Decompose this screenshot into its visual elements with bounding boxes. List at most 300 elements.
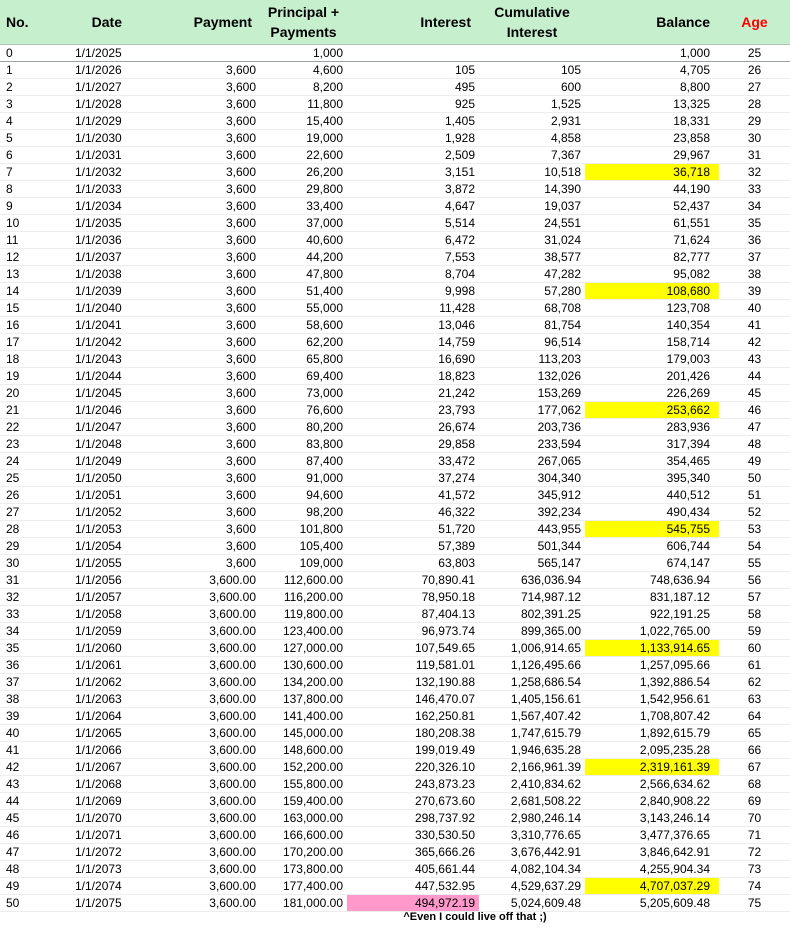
cell-payment: 3,600 bbox=[130, 146, 260, 163]
cell-date: 1/1/2028 bbox=[44, 95, 130, 112]
cell-interest: 1,405 bbox=[347, 112, 479, 129]
table-body bbox=[0, 44, 790, 911]
cell-principal-payments: 80,200 bbox=[260, 418, 347, 435]
cell-balance: 922,191.25 bbox=[585, 605, 719, 622]
cell-payment: 3,600 bbox=[130, 163, 260, 180]
cell-age: 41 bbox=[719, 316, 790, 333]
cell-payment: 3,600 bbox=[130, 231, 260, 248]
cell-balance: 253,662 bbox=[585, 401, 719, 418]
table-row bbox=[0, 214, 790, 231]
cell-cumulative-interest: 7,367 bbox=[479, 146, 585, 163]
cell-cumulative-interest: 31,024 bbox=[479, 231, 585, 248]
cell-balance: 2,095,235.28 bbox=[585, 741, 719, 758]
cell-date: 1/1/2050 bbox=[44, 469, 130, 486]
cell-principal-payments: 101,800 bbox=[260, 520, 347, 537]
cell-interest: 37,274 bbox=[347, 469, 479, 486]
cell-balance: 2,566,634.62 bbox=[585, 775, 719, 792]
cell-no: 34 bbox=[0, 622, 44, 639]
cell-interest: 11,428 bbox=[347, 299, 479, 316]
cell-age: 65 bbox=[719, 724, 790, 741]
cell-payment: 3,600 bbox=[130, 197, 260, 214]
cell-date: 1/1/2057 bbox=[44, 588, 130, 605]
cell-balance: 440,512 bbox=[585, 486, 719, 503]
cell-principal-payments: 109,000 bbox=[260, 554, 347, 571]
cell-age: 74 bbox=[719, 877, 790, 894]
cell-cumulative-interest: 1,258,686.54 bbox=[479, 673, 585, 690]
cell-no: 41 bbox=[0, 741, 44, 758]
table-header bbox=[0, 0, 790, 44]
cell-payment: 3,600 bbox=[130, 503, 260, 520]
table-row bbox=[0, 333, 790, 350]
cell-no: 18 bbox=[0, 350, 44, 367]
cell-balance: 545,755 bbox=[585, 520, 719, 537]
cell-age: 73 bbox=[719, 860, 790, 877]
cell-interest: 146,470.07 bbox=[347, 690, 479, 707]
cell-interest: 4,647 bbox=[347, 197, 479, 214]
cell-interest: 21,242 bbox=[347, 384, 479, 401]
cell-age: 67 bbox=[719, 758, 790, 775]
cell-payment: 3,600 bbox=[130, 61, 260, 78]
table-row bbox=[0, 673, 790, 690]
cell-payment: 3,600 bbox=[130, 299, 260, 316]
cell-payment: 3,600.00 bbox=[130, 605, 260, 622]
cell-payment: 3,600 bbox=[130, 333, 260, 350]
cell-payment: 3,600 bbox=[130, 214, 260, 231]
cell-no: 24 bbox=[0, 452, 44, 469]
cell-no: 11 bbox=[0, 231, 44, 248]
cell-interest: 199,019.49 bbox=[347, 741, 479, 758]
cell-date: 1/1/2029 bbox=[44, 112, 130, 129]
cell-age: 70 bbox=[719, 809, 790, 826]
table-row bbox=[0, 350, 790, 367]
cell-no: 29 bbox=[0, 537, 44, 554]
cell-payment: 3,600.00 bbox=[130, 758, 260, 775]
cell-principal-payments: 73,000 bbox=[260, 384, 347, 401]
cell-payment: 3,600 bbox=[130, 469, 260, 486]
cell-no: 32 bbox=[0, 588, 44, 605]
table-row bbox=[0, 843, 790, 860]
cell-cumulative-interest: 10,518 bbox=[479, 163, 585, 180]
cell-principal-payments: 137,800.00 bbox=[260, 690, 347, 707]
cell-payment: 3,600 bbox=[130, 112, 260, 129]
cell-age: 46 bbox=[719, 401, 790, 418]
table-row bbox=[0, 44, 790, 61]
cell-balance: 1,542,956.61 bbox=[585, 690, 719, 707]
cell-principal-payments: 98,200 bbox=[260, 503, 347, 520]
table-row bbox=[0, 112, 790, 129]
cell-balance: 23,858 bbox=[585, 129, 719, 146]
cell-date: 1/1/2039 bbox=[44, 282, 130, 299]
cell-balance: 317,394 bbox=[585, 435, 719, 452]
cell-no: 37 bbox=[0, 673, 44, 690]
cell-payment: 3,600.00 bbox=[130, 792, 260, 809]
cell-no: 15 bbox=[0, 299, 44, 316]
cell-balance: 1,257,095.66 bbox=[585, 656, 719, 673]
table-row bbox=[0, 775, 790, 792]
cell-cumulative-interest: 1,126,495.66 bbox=[479, 656, 585, 673]
cell-payment: 3,600.00 bbox=[130, 707, 260, 724]
cell-balance: 61,551 bbox=[585, 214, 719, 231]
header-payment: Payment bbox=[130, 0, 260, 44]
cell-age: 42 bbox=[719, 333, 790, 350]
table-row bbox=[0, 299, 790, 316]
cell-no: 0 bbox=[0, 44, 44, 61]
cell-age: 25 bbox=[719, 44, 790, 61]
table-row bbox=[0, 520, 790, 537]
cell-date: 1/1/2035 bbox=[44, 214, 130, 231]
cell-cumulative-interest: 2,681,508.22 bbox=[479, 792, 585, 809]
cell-payment: 3,600.00 bbox=[130, 877, 260, 894]
cell-cumulative-interest: 1,567,407.42 bbox=[479, 707, 585, 724]
cell-no: 20 bbox=[0, 384, 44, 401]
cell-age: 52 bbox=[719, 503, 790, 520]
table-row bbox=[0, 435, 790, 452]
cell-interest: 180,208.38 bbox=[347, 724, 479, 741]
cell-date: 1/1/2049 bbox=[44, 452, 130, 469]
cell-balance: 36,718 bbox=[585, 163, 719, 180]
cell-age: 75 bbox=[719, 894, 790, 911]
header-age: Age bbox=[719, 0, 790, 44]
cell-age: 49 bbox=[719, 452, 790, 469]
cell-no: 50 bbox=[0, 894, 44, 911]
cell-interest: 243,873.23 bbox=[347, 775, 479, 792]
cell-date: 1/1/2045 bbox=[44, 384, 130, 401]
cell-principal-payments: 134,200.00 bbox=[260, 673, 347, 690]
cell-payment: 3,600.00 bbox=[130, 690, 260, 707]
cell-cumulative-interest: 19,037 bbox=[479, 197, 585, 214]
cell-age: 27 bbox=[719, 78, 790, 95]
cell-age: 53 bbox=[719, 520, 790, 537]
cell-principal-payments: 19,000 bbox=[260, 129, 347, 146]
footnote: ^Even I could live off that ;) bbox=[403, 911, 547, 923]
cell-no: 8 bbox=[0, 180, 44, 197]
cell-cumulative-interest: 1,946,635.28 bbox=[479, 741, 585, 758]
cell-interest: 33,472 bbox=[347, 452, 479, 469]
cell-principal-payments: 29,800 bbox=[260, 180, 347, 197]
table-row bbox=[0, 486, 790, 503]
cell-balance: 29,967 bbox=[585, 146, 719, 163]
cell-payment: 3,600.00 bbox=[130, 622, 260, 639]
cell-age: 56 bbox=[719, 571, 790, 588]
cell-no: 9 bbox=[0, 197, 44, 214]
cell-balance: 490,434 bbox=[585, 503, 719, 520]
header-principal-line2: Payments bbox=[270, 23, 337, 40]
cell-principal-payments: 155,800.00 bbox=[260, 775, 347, 792]
cell-principal-payments: 15,400 bbox=[260, 112, 347, 129]
cell-principal-payments: 26,200 bbox=[260, 163, 347, 180]
cell-date: 1/1/2063 bbox=[44, 690, 130, 707]
cell-date: 1/1/2030 bbox=[44, 129, 130, 146]
cell-payment: 3,600.00 bbox=[130, 809, 260, 826]
cell-no: 48 bbox=[0, 860, 44, 877]
cell-date: 1/1/2033 bbox=[44, 180, 130, 197]
cell-interest: 330,530.50 bbox=[347, 826, 479, 843]
table-row bbox=[0, 95, 790, 112]
cell-age: 69 bbox=[719, 792, 790, 809]
cell-date: 1/1/2044 bbox=[44, 367, 130, 384]
cell-payment: 3,600 bbox=[130, 282, 260, 299]
table-row bbox=[0, 367, 790, 384]
cell-payment: 3,600 bbox=[130, 520, 260, 537]
cell-payment: 3,600.00 bbox=[130, 826, 260, 843]
cell-interest: 16,690 bbox=[347, 350, 479, 367]
cell-principal-payments: 148,600.00 bbox=[260, 741, 347, 758]
cell-cumulative-interest: 304,340 bbox=[479, 469, 585, 486]
cell-cumulative-interest: 501,344 bbox=[479, 537, 585, 554]
table-row bbox=[0, 605, 790, 622]
cell-balance: 18,331 bbox=[585, 112, 719, 129]
cell-payment: 3,600 bbox=[130, 78, 260, 95]
cell-principal-payments: 87,400 bbox=[260, 452, 347, 469]
cell-interest: 87,404.13 bbox=[347, 605, 479, 622]
cell-no: 16 bbox=[0, 316, 44, 333]
table-row bbox=[0, 503, 790, 520]
cell-date: 1/1/2069 bbox=[44, 792, 130, 809]
cell-date: 1/1/2037 bbox=[44, 248, 130, 265]
cell-principal-payments: 69,400 bbox=[260, 367, 347, 384]
cell-date: 1/1/2042 bbox=[44, 333, 130, 350]
table-row bbox=[0, 554, 790, 571]
cell-age: 45 bbox=[719, 384, 790, 401]
cell-no: 12 bbox=[0, 248, 44, 265]
table-row bbox=[0, 231, 790, 248]
table-row bbox=[0, 724, 790, 741]
cell-cumulative-interest: 802,391.25 bbox=[479, 605, 585, 622]
cell-cumulative-interest: 2,931 bbox=[479, 112, 585, 129]
cell-principal-payments: 94,600 bbox=[260, 486, 347, 503]
cell-balance: 2,840,908.22 bbox=[585, 792, 719, 809]
cell-cumulative-interest: 38,577 bbox=[479, 248, 585, 265]
table-row bbox=[0, 78, 790, 95]
cell-interest: 9,998 bbox=[347, 282, 479, 299]
cell-cumulative-interest: 4,858 bbox=[479, 129, 585, 146]
cell-interest: 220,326.10 bbox=[347, 758, 479, 775]
cell-date: 1/1/2047 bbox=[44, 418, 130, 435]
cell-principal-payments: 83,800 bbox=[260, 435, 347, 452]
table-row bbox=[0, 146, 790, 163]
table-row bbox=[0, 741, 790, 758]
cell-cumulative-interest: 1,525 bbox=[479, 95, 585, 112]
cell-principal-payments: 65,800 bbox=[260, 350, 347, 367]
cell-cumulative-interest: 68,708 bbox=[479, 299, 585, 316]
cell-cumulative-interest: 96,514 bbox=[479, 333, 585, 350]
cell-balance: 1,892,615.79 bbox=[585, 724, 719, 741]
cell-interest bbox=[347, 44, 479, 61]
cell-no: 49 bbox=[0, 877, 44, 894]
cell-cumulative-interest: 714,987.12 bbox=[479, 588, 585, 605]
cell-age: 72 bbox=[719, 843, 790, 860]
cell-no: 31 bbox=[0, 571, 44, 588]
cell-payment: 3,600 bbox=[130, 248, 260, 265]
cell-cumulative-interest: 600 bbox=[479, 78, 585, 95]
cell-payment: 3,600.00 bbox=[130, 741, 260, 758]
cell-no: 2 bbox=[0, 78, 44, 95]
header-no: No. bbox=[0, 0, 44, 44]
cell-date: 1/1/2036 bbox=[44, 231, 130, 248]
cell-date: 1/1/2055 bbox=[44, 554, 130, 571]
cell-no: 42 bbox=[0, 758, 44, 775]
cell-payment: 3,600 bbox=[130, 384, 260, 401]
cell-cumulative-interest: 2,166,961.39 bbox=[479, 758, 585, 775]
header-balance: Balance bbox=[585, 0, 719, 44]
table-row bbox=[0, 860, 790, 877]
cell-balance: 179,003 bbox=[585, 350, 719, 367]
cell-principal-payments: 47,800 bbox=[260, 265, 347, 282]
cell-payment: 3,600.00 bbox=[130, 860, 260, 877]
table-row bbox=[0, 792, 790, 809]
cell-payment: 3,600.00 bbox=[130, 656, 260, 673]
cell-cumulative-interest: 636,036.94 bbox=[479, 571, 585, 588]
cell-date: 1/1/2051 bbox=[44, 486, 130, 503]
cell-balance: 13,325 bbox=[585, 95, 719, 112]
cell-no: 21 bbox=[0, 401, 44, 418]
cell-no: 4 bbox=[0, 112, 44, 129]
cell-cumulative-interest: 5,024,609.48 bbox=[479, 894, 585, 911]
table-row bbox=[0, 282, 790, 299]
cell-no: 19 bbox=[0, 367, 44, 384]
cell-age: 62 bbox=[719, 673, 790, 690]
cell-cumulative-interest: 177,062 bbox=[479, 401, 585, 418]
cell-payment: 3,600 bbox=[130, 435, 260, 452]
cell-payment: 3,600.00 bbox=[130, 571, 260, 588]
cell-no: 33 bbox=[0, 605, 44, 622]
cell-cumulative-interest: 345,912 bbox=[479, 486, 585, 503]
cell-cumulative-interest: 267,065 bbox=[479, 452, 585, 469]
cell-balance: 4,255,904.34 bbox=[585, 860, 719, 877]
cell-date: 1/1/2072 bbox=[44, 843, 130, 860]
cell-payment: 3,600 bbox=[130, 350, 260, 367]
cell-payment: 3,600.00 bbox=[130, 894, 260, 911]
cell-age: 40 bbox=[719, 299, 790, 316]
cell-date: 1/1/2040 bbox=[44, 299, 130, 316]
cell-cumulative-interest: 2,980,246.14 bbox=[479, 809, 585, 826]
cell-interest: 8,704 bbox=[347, 265, 479, 282]
table-row bbox=[0, 537, 790, 554]
cell-no: 3 bbox=[0, 95, 44, 112]
cell-principal-payments: 181,000.00 bbox=[260, 894, 347, 911]
cell-no: 1 bbox=[0, 61, 44, 78]
cell-no: 5 bbox=[0, 129, 44, 146]
cell-age: 55 bbox=[719, 554, 790, 571]
cell-no: 26 bbox=[0, 486, 44, 503]
cell-principal-payments: 62,200 bbox=[260, 333, 347, 350]
table-row bbox=[0, 316, 790, 333]
cell-interest: 3,872 bbox=[347, 180, 479, 197]
cell-principal-payments: 141,400.00 bbox=[260, 707, 347, 724]
cell-interest: 23,793 bbox=[347, 401, 479, 418]
cell-principal-payments: 166,600.00 bbox=[260, 826, 347, 843]
table-row bbox=[0, 197, 790, 214]
cell-age: 66 bbox=[719, 741, 790, 758]
cell-date: 1/1/2068 bbox=[44, 775, 130, 792]
cell-principal-payments: 58,600 bbox=[260, 316, 347, 333]
cell-date: 1/1/2048 bbox=[44, 435, 130, 452]
cell-balance: 108,680 bbox=[585, 282, 719, 299]
cell-balance: 82,777 bbox=[585, 248, 719, 265]
cell-balance: 831,187.12 bbox=[585, 588, 719, 605]
cell-date: 1/1/2041 bbox=[44, 316, 130, 333]
cell-principal-payments: 44,200 bbox=[260, 248, 347, 265]
table-row bbox=[0, 639, 790, 656]
table-row bbox=[0, 622, 790, 639]
cell-age: 71 bbox=[719, 826, 790, 843]
cell-no: 27 bbox=[0, 503, 44, 520]
cell-balance: 71,624 bbox=[585, 231, 719, 248]
cell-age: 68 bbox=[719, 775, 790, 792]
cell-no: 25 bbox=[0, 469, 44, 486]
cell-payment: 3,600.00 bbox=[130, 673, 260, 690]
cell-cumulative-interest: 1,747,615.79 bbox=[479, 724, 585, 741]
cell-payment: 3,600.00 bbox=[130, 639, 260, 656]
cell-cumulative-interest: 4,082,104.34 bbox=[479, 860, 585, 877]
cell-no: 47 bbox=[0, 843, 44, 860]
cell-age: 61 bbox=[719, 656, 790, 673]
cell-age: 48 bbox=[719, 435, 790, 452]
cell-balance: 4,707,037.29 bbox=[585, 877, 719, 894]
cell-balance: 3,477,376.65 bbox=[585, 826, 719, 843]
cell-balance: 123,708 bbox=[585, 299, 719, 316]
cell-age: 28 bbox=[719, 95, 790, 112]
cell-date: 1/1/2038 bbox=[44, 265, 130, 282]
cell-interest: 7,553 bbox=[347, 248, 479, 265]
cell-principal-payments: 170,200.00 bbox=[260, 843, 347, 860]
cell-cumulative-interest: 14,390 bbox=[479, 180, 585, 197]
cell-principal-payments: 119,800.00 bbox=[260, 605, 347, 622]
table-row bbox=[0, 469, 790, 486]
cell-principal-payments: 163,000.00 bbox=[260, 809, 347, 826]
cell-balance: 674,147 bbox=[585, 554, 719, 571]
cell-interest: 1,928 bbox=[347, 129, 479, 146]
cell-age: 38 bbox=[719, 265, 790, 282]
cell-date: 1/1/2046 bbox=[44, 401, 130, 418]
cell-payment: 3,600 bbox=[130, 129, 260, 146]
cell-no: 30 bbox=[0, 554, 44, 571]
cell-payment: 3,600.00 bbox=[130, 775, 260, 792]
cell-interest: 2,509 bbox=[347, 146, 479, 163]
cell-principal-payments: 51,400 bbox=[260, 282, 347, 299]
cell-age: 37 bbox=[719, 248, 790, 265]
cell-balance: 1,708,807.42 bbox=[585, 707, 719, 724]
cell-interest: 495 bbox=[347, 78, 479, 95]
cell-principal-payments: 152,200.00 bbox=[260, 758, 347, 775]
cell-age: 33 bbox=[719, 180, 790, 197]
cell-principal-payments: 55,000 bbox=[260, 299, 347, 316]
cell-age: 58 bbox=[719, 605, 790, 622]
cell-principal-payments: 112,600.00 bbox=[260, 571, 347, 588]
cell-no: 7 bbox=[0, 163, 44, 180]
cell-no: 36 bbox=[0, 656, 44, 673]
cell-interest: 96,973.74 bbox=[347, 622, 479, 639]
cell-date: 1/1/2056 bbox=[44, 571, 130, 588]
cell-principal-payments: 123,400.00 bbox=[260, 622, 347, 639]
cell-balance: 44,190 bbox=[585, 180, 719, 197]
table-row bbox=[0, 384, 790, 401]
cell-balance: 4,705 bbox=[585, 61, 719, 78]
cell-age: 64 bbox=[719, 707, 790, 724]
cell-age: 50 bbox=[719, 469, 790, 486]
cell-age: 36 bbox=[719, 231, 790, 248]
cell-cumulative-interest: 24,551 bbox=[479, 214, 585, 231]
cell-balance: 3,143,246.14 bbox=[585, 809, 719, 826]
cell-no: 46 bbox=[0, 826, 44, 843]
cell-date: 1/1/2054 bbox=[44, 537, 130, 554]
cell-cumulative-interest: 153,269 bbox=[479, 384, 585, 401]
cell-payment: 3,600 bbox=[130, 367, 260, 384]
cell-age: 29 bbox=[719, 112, 790, 129]
cell-balance: 283,936 bbox=[585, 418, 719, 435]
cell-balance: 3,846,642.91 bbox=[585, 843, 719, 860]
cell-payment: 3,600.00 bbox=[130, 843, 260, 860]
